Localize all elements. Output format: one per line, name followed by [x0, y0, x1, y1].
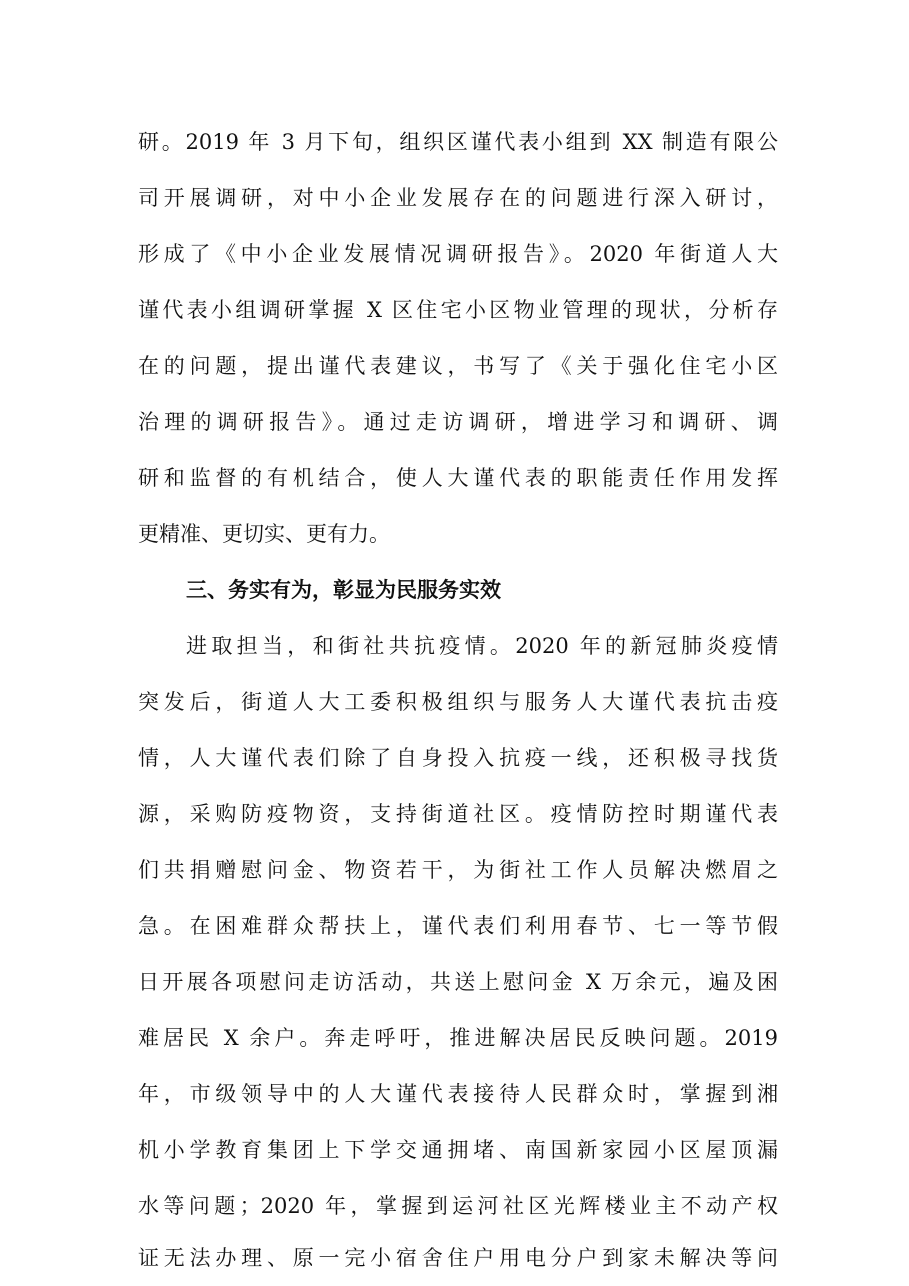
paragraph-line: 在的问题，提出谨代表建议，书写了《关于强化住宅小区	[138, 354, 778, 378]
paragraph-line: 们共捐赠慰问金、物资若干，为街社工作人员解决燃眉之	[138, 858, 778, 882]
paragraph-line: 突发后，街道人大工委积极组织与服务人大谨代表抗击疫	[138, 690, 778, 714]
paragraph-line: 证无法办理、原一完小宿舍住户用电分户到家未解决等问	[138, 1246, 778, 1270]
section-heading: 三、务实有为，彰显为民服务实效	[186, 578, 501, 602]
paragraph-line: 研。2019 年 3 月下旬，组织区谨代表小组到 XX 制造有限公	[138, 130, 778, 154]
paragraph-line: 难居民 X 余户。奔走呼吁，推进解决居民反映问题。2019	[138, 1026, 778, 1050]
paragraph-line: 司开展调研，对中小企业发展存在的问题进行深入研讨，	[138, 186, 778, 210]
paragraph-line: 年，市级领导中的人大谨代表接待人民群众时，掌握到湘	[138, 1082, 778, 1106]
paragraph-line: 水等问题；2020 年，掌握到运河社区光辉楼业主不动产权	[138, 1194, 778, 1218]
paragraph-line: 情，人大谨代表们除了自身投入抗疫一线，还积极寻找货	[138, 746, 778, 770]
paragraph-line: 源，采购防疫物资，支持街道社区。疫情防控时期谨代表	[138, 802, 778, 826]
paragraph-line: 治理的调研报告》。通过走访调研，增进学习和调研、调	[138, 410, 778, 434]
paragraph-line: 形成了《中小企业发展情况调研报告》。2020 年街道人大	[138, 242, 778, 266]
paragraph-line: 日开展各项慰问走访活动，共送上慰问金 X 万余元，遍及困	[138, 970, 778, 994]
paragraph-line: 进取担当，和街社共抗疫情。2020 年的新冠肺炎疫情	[186, 634, 778, 658]
paragraph-line: 研和监督的有机结合，使人大谨代表的职能责任作用发挥	[138, 466, 778, 490]
paragraph-line: 机小学教育集团上下学交通拥堵、南国新家园小区屋顶漏	[138, 1138, 778, 1162]
paragraph-line: 更精准、更切实、更有力。	[138, 522, 390, 546]
paragraph-line: 急。在困难群众帮扶上，谨代表们利用春节、七一等节假	[138, 914, 778, 938]
paragraph-line: 谨代表小组调研掌握 X 区住宅小区物业管理的现状，分析存	[138, 298, 778, 322]
